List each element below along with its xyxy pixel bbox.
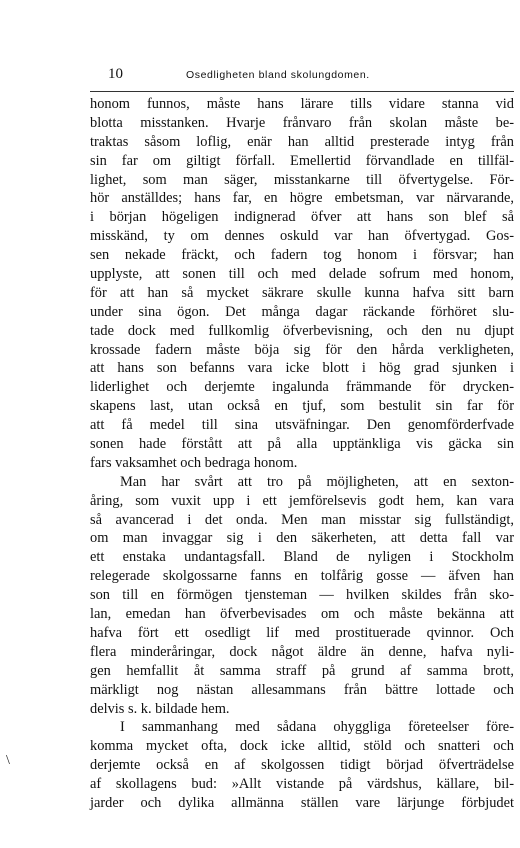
- text-line: blotta misstanken. Hvarje frånvaro från skolan måste be-: [90, 114, 514, 131]
- text-line: så avancerad i det onda. Men man misstar sig fullständigt,: [90, 511, 514, 528]
- page-header: [88, 66, 424, 86]
- text-line: delvis s. k. bildade hem.: [90, 700, 230, 717]
- body-text: [90, 95, 514, 813]
- text-line: relegerade skolgossarne fanns en tolfårig gosse — äfven han: [90, 568, 514, 585]
- text-line: gen hemfallit åt samma straff på grund af samma brott,: [90, 662, 514, 679]
- text-line: lan, emedan han öfverbevisades om och måste bekänna att: [90, 606, 514, 623]
- text-line: under sina ögon. Det många dagar räckande förhöret slu-: [90, 303, 514, 320]
- text-line: sin far om giltigt förfall. Emellertid förvandlade en tillfäl-: [90, 152, 514, 169]
- page-number: 10: [108, 66, 123, 82]
- running-head: Osedligheten bland skolungdomen.: [186, 69, 370, 81]
- text-line: lighet, som man säger, misstankarne till öfvertygelse. För-: [90, 171, 514, 188]
- text-line: honom funnos, måste hans lärare tills vidare stanna vid: [90, 96, 514, 112]
- text-line: ett enstaka undantagsfall. Bland de nyligen i Stockholm: [90, 549, 514, 566]
- text-line: åring, som vuxit upp i ett jemförelsevis godt hem, kan vara: [90, 492, 514, 509]
- header-rule: [90, 91, 514, 92]
- text-line: flera minderåringar, dock något äldre än denne, hafva nyli-: [90, 643, 514, 660]
- text-line: att hans son befanns vara icke blott i hög grad sjunken i: [90, 360, 514, 377]
- text-line: jarder och dylika allmänna ställen vare lärjunge förbjudet: [90, 794, 514, 811]
- text-line: i början högeligen indignerad öfver att hans son blef så: [90, 209, 514, 226]
- text-line: skapens last, utan också en tjuf, som bestulit sin far för: [90, 398, 514, 415]
- text-line: derjemte också en af skolgossen tidigt börjad öfverträdelse: [90, 757, 514, 774]
- text-line: märkligt nog nästan allesammans från bättre lottade och: [90, 681, 514, 698]
- text-line: traktas såsom loflig, enär han alltid presterade intyg från: [90, 133, 514, 150]
- text-line: I sammanhang med sådana ohyggliga företeelser före-: [120, 719, 514, 736]
- text-line: för att han så mycket säkrare skulle kunna hafva sitt barn: [90, 284, 514, 301]
- text-line: tade dock med fullkomlig öfverbevisning, och den nu djupt: [90, 322, 514, 339]
- text-line: att få medel till sina utsväfningar. Den genomförderfvade: [90, 417, 514, 434]
- text-line: komma mycket ofta, dock icke alltid, stöld och snatteri och: [90, 738, 514, 755]
- text-line: son till en förmögen tjensteman — hvilken skildes från sko-: [90, 587, 514, 604]
- text-line: krossade fadern måste böja sig för den hårda verkligheten,: [90, 341, 514, 358]
- text-line: om man invaggar sig i den säkerheten, att detta fall var: [90, 530, 514, 547]
- text-line: upplyste, att sonen till och med delade sofrum med honom,: [90, 266, 514, 283]
- text-line: liderlighet och derjemte ingalunda främmande för drycken-: [90, 379, 514, 396]
- text-line: Man har svårt att tro på möjligheten, att en sexton-: [120, 473, 514, 490]
- text-line: af skollagens bud: »Allt vistande på värdshus, källare, bil-: [90, 776, 514, 793]
- text-line: misskänd, ty om dennes oskuld var han öfvertygad. Gos-: [90, 228, 514, 245]
- text-line: sonen hade förstått att på alla upptänkliga vis gäcka sin: [90, 436, 514, 453]
- text-line: hafva fört ett osedligt lif med prostituerade qvinnor. Och: [90, 624, 514, 641]
- text-line: sen nekade fräckt, och fadern tog honom i försvar; han: [90, 247, 514, 264]
- margin-mark: \: [6, 753, 10, 768]
- text-line: hör anställdes; hans far, en högre embetsman, var närvarande,: [90, 190, 514, 207]
- text-line: fars vaksamhet och bedraga honom.: [90, 454, 298, 471]
